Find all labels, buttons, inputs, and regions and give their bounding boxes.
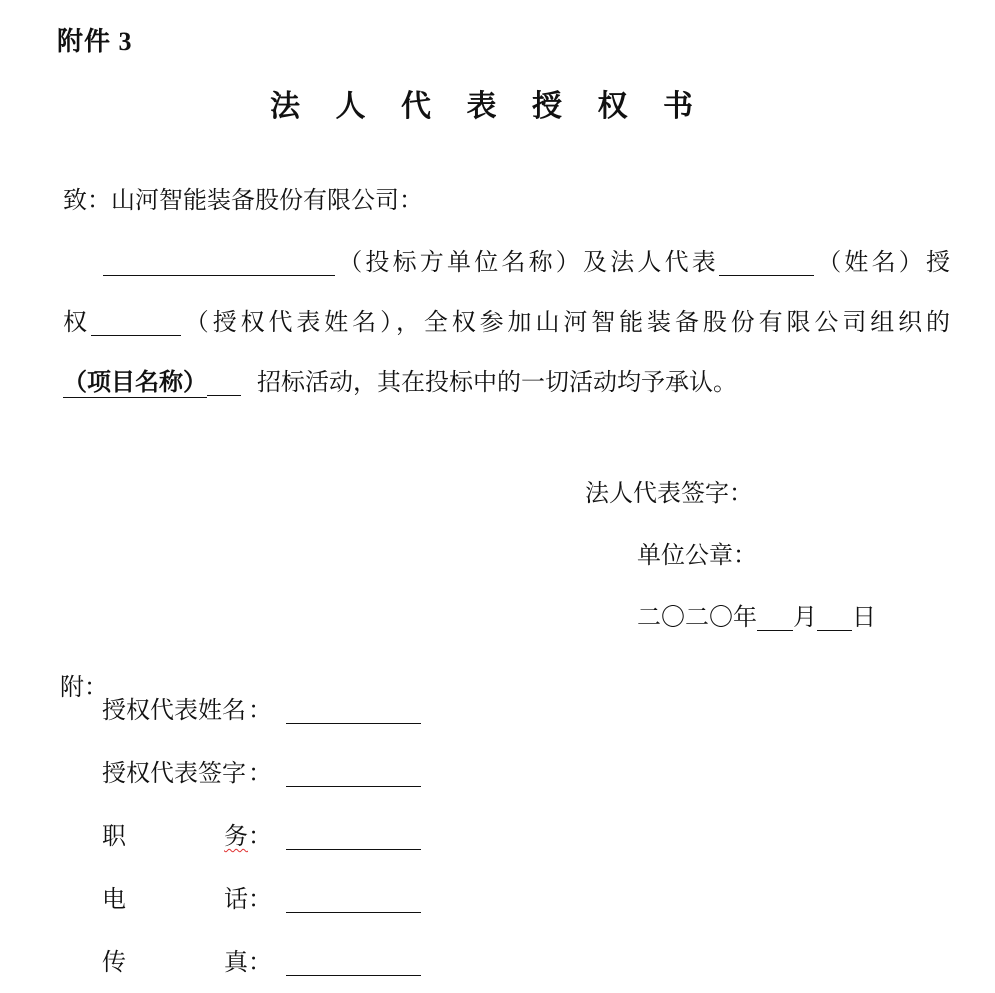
salutation-line: 致：山河智能装备股份有限公司： — [63, 188, 423, 214]
text-run: （项目名称） — [63, 370, 207, 396]
fill-in-blank[interactable] — [757, 608, 793, 631]
field-colon: ： — [248, 950, 272, 976]
text-run: 话 — [224, 887, 248, 913]
legal-rep-signature-label: 法人代表签字： — [585, 481, 753, 507]
appendix-row-fax — [102, 948, 421, 979]
fill-in-blank[interactable] — [286, 953, 421, 976]
field-label-authorized-rep-signature — [102, 759, 248, 790]
spacer — [241, 389, 257, 390]
text-run: 真 — [224, 950, 248, 976]
company-seal-label: 单位公章： — [637, 543, 757, 569]
body-line-2 — [63, 307, 950, 340]
date-line — [637, 603, 876, 634]
text-run: 权 — [63, 310, 91, 336]
fill-in-blank[interactable] — [719, 253, 814, 276]
fill-in-blank[interactable] — [286, 890, 421, 913]
attachment-label: 附件 3 — [57, 27, 133, 56]
field-colon: ： — [248, 887, 272, 913]
fill-in-blank[interactable] — [207, 373, 241, 396]
fill-in-blank[interactable] — [286, 827, 421, 850]
field-label-fax — [102, 948, 248, 979]
text-run: （姓名）授 — [814, 250, 950, 276]
appendix-label: 附： — [60, 675, 108, 701]
spellcheck-marked-char: 务 — [224, 824, 248, 850]
body-line-3 — [63, 367, 950, 400]
appendix-row-telephone — [102, 885, 421, 916]
text-run: 传 — [102, 950, 126, 976]
fill-in-blank[interactable] — [817, 608, 852, 631]
field-label-job-title — [102, 822, 248, 853]
fill-in-blank[interactable] — [103, 253, 335, 276]
text-run: 授权代表签字 — [102, 761, 246, 787]
field-colon: ： — [248, 824, 272, 850]
body-line-1 — [63, 247, 950, 280]
field-colon: ： — [248, 761, 272, 787]
text-run: （授权代表姓名），全权参加山河智能装备股份有限公司组织的 — [180, 310, 951, 336]
text-run: 招标活动，其在投标中的一切活动均予承认。 — [257, 370, 737, 396]
text-run: 月 — [793, 605, 817, 631]
appendix-row-authorized-rep-signature — [102, 759, 421, 790]
text-run: 授权代表姓名 — [102, 698, 246, 724]
text-run: （投标方单位名称）及法人代表 — [335, 250, 719, 276]
appendix-row-job-title — [102, 822, 421, 853]
fill-in-blank[interactable] — [286, 701, 421, 724]
text-run: 二〇二〇年 — [637, 605, 757, 631]
document-title: 法 人 代 表 授 权 书 — [270, 90, 695, 123]
fill-in-blank[interactable] — [91, 313, 181, 336]
fill-in-blank[interactable] — [286, 764, 421, 787]
field-colon: ： — [248, 698, 272, 724]
text-run: 电 — [102, 887, 126, 913]
field-label-authorized-rep-name — [102, 696, 248, 727]
text-run: 职 — [102, 824, 126, 850]
field-label-telephone — [102, 885, 248, 916]
appendix-row-authorized-rep-name — [102, 696, 421, 727]
text-run: 日 — [852, 605, 876, 631]
